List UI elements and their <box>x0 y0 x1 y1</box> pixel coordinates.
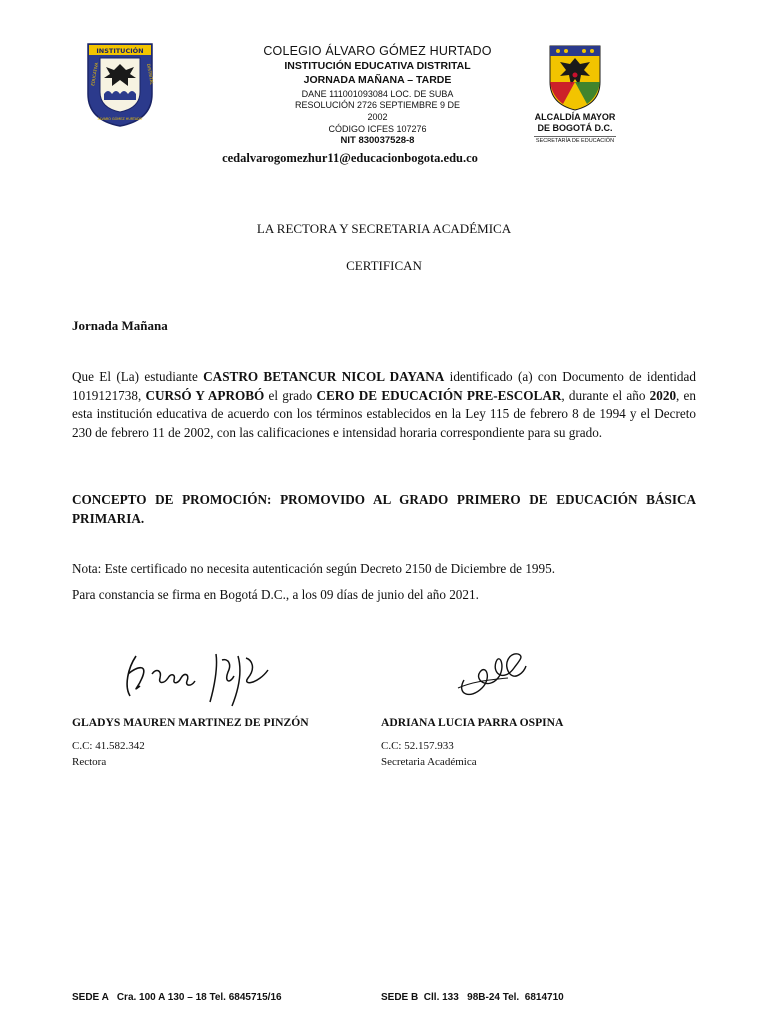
school-year: 2020 <box>649 387 677 403</box>
student-name: CASTRO BETANCUR NICOL DAYANA <box>203 369 445 384</box>
signing-statement: Para constancia se firma en Bogotá D.C., a los 09 días de junio del año 2021. <box>72 587 479 602</box>
bogota-logo-line1: ALCALDÍA MAYOR <box>534 112 616 122</box>
promotion-concept: CONCEPTO DE PROMOCIÓN: PROMOVIDO AL GRADO PRIMERO DE EDUCACIÓN BÁSICA PRIMARIA. <box>72 492 696 526</box>
rector-role: Rectora <box>72 756 107 768</box>
text-segment: el grado <box>264 387 317 403</box>
dane-code: DANE 111001093084 LOC. DE SUBA <box>301 89 454 99</box>
approval-status: CURSÓ Y APROBÓ <box>145 387 265 403</box>
bogota-logo <box>528 42 622 148</box>
institution-type: INSTITUCIÓN EDUCATIVA DISTRITAL <box>284 60 471 72</box>
footer-sede-a: SEDE A Cra. 100 A 130 – 18 Tel. 6845715/16 <box>72 992 282 1003</box>
svg-text:DISTRITAL: DISTRITAL <box>146 63 154 86</box>
bogota-logo-divider <box>534 136 616 137</box>
grade-name: CERO DE EDUCACIÓN PRE-ESCOLAR <box>316 387 562 403</box>
svg-text:EDUCATIVA: EDUCATIVA <box>90 62 100 87</box>
signers-title: LA RECTORA Y SECRETARIA ACADÉMICA <box>256 221 512 236</box>
certify-title: CERTIFICAN <box>346 258 422 273</box>
school-email[interactable]: cedalvarogomezhur11@educacionbogota.edu.co <box>222 151 478 165</box>
resolution-line: RESOLUCIÓN 2726 SEPTIEMBRE 9 DE <box>294 100 461 110</box>
bogota-logo-line3: SECRETARÍA DE EDUCACIÓN <box>535 138 615 144</box>
text-segment: identificado (a) con Documento de identidad 1019121738, <box>72 369 696 403</box>
rector-signature <box>118 638 288 714</box>
svg-text:ÁLVARO GÓMEZ HURTADO: ÁLVARO GÓMEZ HURTADO <box>97 117 143 121</box>
school-shifts: JORNADA MAÑANA – TARDE <box>303 74 452 86</box>
secretary-id: C.C: 52.157.933 <box>381 740 454 752</box>
text-segment: , durante el año <box>561 387 650 403</box>
svg-text:INSTITUCIÓN: INSTITUCIÓN <box>96 47 144 55</box>
resolution-year: 2002 <box>367 112 388 122</box>
footer-sede-b: SEDE B Cll. 133 98B-24 Tel. 6814710 <box>381 992 564 1003</box>
shift-label: Jornada Mañana <box>72 318 168 333</box>
text-segment: Que El (La) estudiante <box>72 369 204 384</box>
secretary-signature <box>452 638 532 708</box>
authentication-note: Nota: Este certificado no necesita autenticación según Decreto 2150 de Diciembre de 1995. <box>72 561 555 576</box>
rector-id: C.C: 41.582.342 <box>72 740 145 752</box>
secretary-role: Secretaria Académica <box>381 756 477 768</box>
certificate-paragraph <box>72 368 696 442</box>
rector-name: GLADYS MAUREN MARTINEZ DE PINZÓN <box>72 716 309 729</box>
text-segment: , en esta institución educativa de acuerdo con los términos establecidos en la Ley 115 de febrero 8 de 1994 y el Decreto 230 de febrero 11 de 2002, con las calificaciones e intensidad horaria correspondiente para su grado. <box>72 387 696 440</box>
nit-number: NIT 830037528-8 <box>340 135 415 146</box>
bogota-logo-line2: DE BOGOTÁ D.C. <box>537 123 613 133</box>
school-name: COLEGIO ÁLVARO GÓMEZ HURTADO <box>263 44 492 58</box>
icfes-code: CÓDIGO ICFES 107276 <box>328 124 427 134</box>
secretary-name: ADRIANA LUCIA PARRA OSPINA <box>381 716 564 729</box>
school-logo <box>86 42 154 128</box>
